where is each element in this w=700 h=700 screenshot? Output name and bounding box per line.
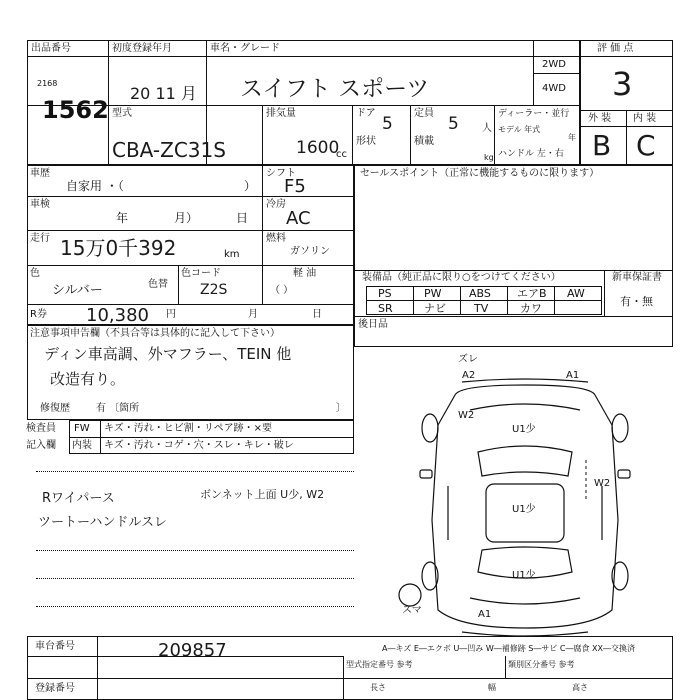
recycle-day: 日: [312, 309, 322, 320]
mileage-unit: km: [224, 249, 240, 260]
equip-leather: カワ: [520, 302, 542, 315]
diagram-label: U1少: [512, 504, 536, 515]
lot-number: 1562: [42, 96, 109, 124]
load-label: 積載: [414, 136, 434, 147]
four-wd-label: 4WD: [542, 83, 566, 94]
fuel-gas: ガソリン: [290, 246, 330, 257]
type-spec-label: 型式指定番号 参考: [346, 660, 413, 669]
doors-value: 5: [382, 114, 393, 134]
equip-tv: TV: [474, 302, 489, 315]
model-year-label: モデル 年式: [498, 125, 541, 134]
fw-label: FW: [74, 423, 90, 434]
equip-pw: PW: [424, 287, 442, 300]
grade-label: 評 価 点: [597, 43, 634, 54]
category-label: 類別区分番号 参考: [508, 660, 575, 669]
diagram-label: W2: [594, 478, 611, 489]
diagram-label: ズレ: [458, 354, 478, 365]
inspector-label-1: 検査員: [26, 423, 56, 434]
warranty-value: 有・無: [620, 295, 653, 308]
color-code-label: 色コード: [181, 268, 221, 279]
capacity-label: 定員: [414, 108, 434, 119]
registration-no-label: 登録番号: [35, 683, 75, 694]
chassis-value: 209857: [158, 640, 227, 661]
shift-value: F5: [284, 176, 306, 197]
model-year-suffix: 年: [568, 133, 576, 142]
sales-points-label: セールスポイント（正常に機能するものに限ります）: [360, 168, 600, 179]
inspection-day: 日: [236, 211, 249, 225]
width-label: 幅: [488, 683, 496, 692]
chassis-label: 車台番号: [35, 641, 75, 652]
equip-aw: AW: [567, 287, 585, 300]
repair-label: 修復歴: [40, 403, 70, 414]
recycle-month: 月: [248, 309, 258, 320]
equip-ps: PS: [378, 287, 392, 300]
diagram-label: スマ: [402, 605, 422, 616]
notes-line2: 改造有り。: [50, 370, 126, 388]
model-label: 型式: [112, 108, 132, 119]
fw-items: キズ・汚れ・ヒビ割・リペア跡・×要: [104, 423, 272, 434]
handle-label: ハンドル 左・右: [498, 149, 564, 159]
interior-items: キズ・汚れ・コゲ・穴・スレ・キレ・破レ: [104, 440, 294, 451]
inspection-month: 月）: [174, 211, 199, 225]
registration-value: 20 11 月: [130, 84, 197, 103]
color-label: 色: [30, 268, 40, 279]
left-mirror: [420, 470, 432, 478]
diagram-label: A1: [478, 609, 492, 620]
color-code-value: Z2S: [200, 282, 228, 298]
shift-label: シフト: [266, 168, 296, 179]
height-label: 高さ: [572, 683, 588, 692]
grade-value: 3: [612, 65, 633, 103]
windshield: [478, 446, 572, 476]
notes-line1: ディン車高調、外マフラー、TEIN 他: [44, 345, 292, 363]
capacity-unit: 人: [482, 123, 492, 134]
mileage-label: 走行: [30, 233, 50, 244]
diagram-label: U1少: [512, 570, 536, 581]
diagram-label: A2: [462, 370, 476, 381]
equipment-title: 装備品（純正品に限り○をつけてください）: [362, 272, 561, 283]
recycle-unit: 円: [166, 309, 176, 320]
displacement-unit: cc: [336, 149, 347, 160]
inspector-label-2: 記入欄: [26, 440, 56, 451]
lot-small-number: 2168: [37, 79, 58, 88]
remark-3: ボンネット上面 U少, W2: [200, 488, 325, 501]
two-wd-label: 2WD: [542, 59, 566, 70]
lot-number-label: 出品番号: [31, 43, 71, 54]
history-value: 自家用 ・（: [66, 179, 124, 193]
recycle-label: R券: [30, 309, 47, 320]
repair-value: 有 〔箇所: [96, 403, 140, 414]
displacement-label: 排気量: [266, 108, 296, 119]
model-value: CBA-ZC31S: [112, 138, 226, 162]
remark-2: ツートーハンドルスレ: [38, 515, 167, 530]
ac-label: 冷房: [266, 199, 286, 210]
equip-navi: ナビ: [424, 302, 446, 315]
aftermarket-label: 後日品: [358, 319, 388, 330]
color-value: シルバー: [52, 283, 103, 298]
color-code-small: 色替: [148, 279, 168, 290]
displacement-value: 1600: [296, 138, 340, 158]
length-label: 長さ: [370, 683, 386, 692]
recycle-value: 10,380: [86, 305, 149, 326]
remark-1: Rワイパース: [42, 491, 115, 506]
registration-label: 初度登録年月: [112, 43, 172, 54]
spare-tire: [399, 584, 421, 606]
exterior-grade: B: [592, 129, 612, 162]
exterior-label: 外 装: [588, 113, 612, 124]
capacity-value: 5: [448, 114, 459, 134]
diagram-label: W2: [458, 410, 475, 421]
interior-row-label: 内装: [72, 440, 92, 451]
interior-label: 内 装: [633, 113, 657, 124]
fuel-paren: （ ）: [270, 285, 294, 296]
equip-airbag: エアB: [517, 287, 547, 300]
car-name-label: 車名・グレード: [210, 43, 280, 54]
diagram-label: U1少: [512, 424, 536, 435]
equip-sr: SR: [378, 302, 393, 315]
fuel-kerosene: 軽 油: [293, 268, 317, 279]
trunk-line: [470, 598, 580, 604]
warranty-label: 新車保証書: [612, 272, 662, 283]
right-mirror: [618, 470, 630, 478]
fuel-label: 燃料: [266, 233, 286, 244]
history-label: 車歴: [30, 168, 50, 179]
wheel-2: [612, 414, 628, 442]
doors-label: ドア: [356, 108, 376, 119]
notes-title: 注意事項申告欄（不具合等は具体的に記入して下さい）: [30, 328, 280, 339]
wheel-1: [422, 414, 438, 442]
ac-value: AC: [286, 208, 311, 229]
history-close: ）: [244, 179, 257, 193]
hood-line: [470, 404, 580, 410]
shape-label: 形状: [356, 136, 376, 147]
dealer-label: ディーラー・並行: [498, 109, 570, 119]
inspection-year: 年: [116, 211, 129, 225]
car-name-value: スイフト スポーツ: [240, 76, 430, 102]
inspection-label: 車検: [30, 199, 50, 210]
equip-abs: ABS: [469, 287, 491, 300]
damage-legend: A―キズ E―エクボ U―凹み W―補修跡 S―サビ C―腐食 XX―交換済: [382, 644, 636, 653]
diagram-label: A1: [566, 370, 580, 381]
interior-grade: C: [636, 129, 656, 162]
repair-close: 〕: [336, 403, 346, 414]
load-unit: kg: [484, 153, 494, 162]
mileage-value: 15万0千392: [60, 236, 177, 260]
